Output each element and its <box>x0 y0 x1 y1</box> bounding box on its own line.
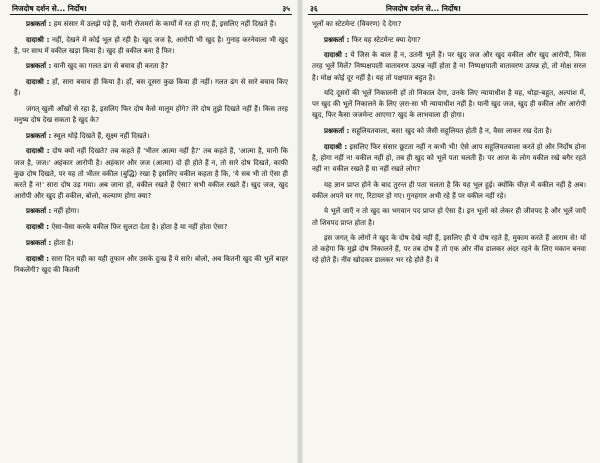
paragraph-text: भूलों का स्टेटमेन्ट (विवरण) दे देगा? <box>312 20 402 28</box>
paragraph-text: ऐसा-वैसा करके वकील फिर सुलटा देता है। होता है या नहीं होता ऐसा? <box>51 223 228 232</box>
paragraph <box>312 206 586 228</box>
paragraph <box>312 19 586 30</box>
speaker-label: प्रश्नकर्ता : <box>324 35 350 44</box>
paragraph-text: फिर वह स्टेटमेन्ट क्या देगा? <box>351 35 421 44</box>
paragraph <box>312 35 586 46</box>
speaker-label: दादाश्री : <box>26 35 50 44</box>
paragraph-text: यानी खुद का गलत ढंग से बचाव ही करता है? <box>53 62 169 71</box>
paragraph <box>14 77 288 99</box>
paragraph <box>14 19 288 30</box>
paragraph-text: जगत् खुली आँखों से रहा है, इसलिए फिर दोष कैसे मालूम होंगे? तेरे दोष तुझे दिखते नहीं हैं। किस तरह मनुष्य दोष देख सकता है खुद के? <box>14 104 288 125</box>
paragraph <box>14 146 288 201</box>
paragraph-text: नहीं, देखने में कोई भूल हो रही है। खुद जज है, आरोपी भी खुद है। गुनाह करनेवाला भी खुद है, पर साथ में वकील खड़ा किया है। खुद ही वकील बना है फिर। <box>14 35 288 55</box>
speaker-label: प्रश्नकर्ता : <box>324 127 350 136</box>
paragraph-text: यदि दूसरों की भूलें निकालनी हों तो निकाल देगा, उनके लिए न्यायाधीश है यह, थोड़ा-बहुत, अल्पांश में, पर खुद की भूलें निकालने के लिए ज़रा-सा भी न्यायाधीश नहीं है। यानी खुद जज, खुद ही वकील और आरोपी खुद, फिर कैसा जजमेन्ट आएगा? खुद के लाभवाला ही होगा। <box>312 89 586 120</box>
speaker-label: दादाश्री : <box>26 223 50 232</box>
paragraph-text: हाँ, सारा बचाव ही किया है। हाँ, बस दूसरा कुछ किया ही नहीं। गलत ढंग से सारे बचाव किए हैं। <box>14 78 288 98</box>
speaker-label: दादाश्री : <box>324 51 348 60</box>
paragraph <box>14 222 288 233</box>
paragraph <box>312 233 586 266</box>
speaker-label: दादाश्री : <box>26 147 50 156</box>
left-header-rule <box>10 14 292 15</box>
speaker-label: प्रश्नकर्ता : <box>26 20 52 28</box>
speaker-label: दादाश्री : <box>324 142 348 151</box>
paragraph-text: यह ज्ञान प्राप्त होने के बाद तुरन्त ही पता चलता है कि यह भूल हुई। क्योंकि चीज़ में वकील नहीं है अब। वकील अपने घर गए, रिटायर हो गए। गुनहगार अभी रहे हैं पर वकील नहीं रहे। <box>312 180 586 200</box>
paragraph-text: इसलिए फिर संसार छूटता नहीं न कभी भी! ऐसे आप सहूलियतवाला करते हो और निर्दोष होना है, होगा नहीं न! वकील नहीं हो, तब ही खुद को भूलें पता चलती हैं। पर आज के लोग वकील रखे बगैर रहते नहीं न! वकील रखते हैं या नहीं रखते लोग? <box>312 142 586 173</box>
paragraph-text: दोष क्यों नहीं दिखते? तब कहते हैं 'भीतर आत्मा नहीं है?' तब कहते हैं, 'आत्मा है, यानी कि जज है, जज।' अहंकार आरोपी है। अहंकार और जज (आत्मा) दो ही होते हैं न, तो सारे दोष दिखते, काफी कुछ दोष दिखते, पर यह तो भीतर वकील (बुद्धि) रखा है इसलिए वकील कहता है कि, 'ये सब भी तो ऐसा ही करते हैं न!' सारा दोष उड़ गया। अब जाना हो, वकील रखते हैं ऐसा? सभी वकील रखते हैं। खुद जज, खुद आरोपी और खुद ही वकील, बोलो, कल्याण होगा क्या? <box>14 147 288 200</box>
paragraph <box>312 180 586 202</box>
speaker-label: प्रश्नकर्ता : <box>26 62 52 71</box>
paragraph <box>14 61 288 72</box>
speaker-label: प्रश्नकर्ता : <box>26 207 52 216</box>
paragraph-text: नहीं होगा। <box>53 207 80 216</box>
paragraph-text: सारा दिन यही का यही तूफान और उसके दुःख हैं ये सारे। बोलो, अब कितनी खुद की भूलें बाहर निकलेंगी? खुद की कितनी <box>14 254 288 274</box>
paragraph <box>14 35 288 57</box>
paragraph-text: स्थूल थोड़े दिखते हैं, सूक्ष्म नहीं दिखते। <box>53 131 150 140</box>
left-page-header-title: निजदोष दर्शन से... निर्दोष! <box>12 4 88 13</box>
left-page-body <box>14 19 288 276</box>
paragraph-text: हम संसार में उलझे पड़े हैं, यानी रोजमर्रा के कार्यों में रत हो गए हैं, इसलिए नहीं दिखते हैं। <box>53 20 277 28</box>
paragraph <box>312 88 586 121</box>
paragraph <box>312 142 586 175</box>
right-page-number: ३६ <box>310 4 318 13</box>
right-page <box>300 0 600 463</box>
paragraph <box>14 206 288 217</box>
paragraph-text: सहूलियतवाला, बस! खुद को जैसी सहूलियत होती है न, वैसा लाकर रख देता है। <box>351 127 552 136</box>
paragraph <box>312 126 586 137</box>
speaker-label: दादाश्री : <box>26 78 50 87</box>
speaker-label: प्रश्नकर्ता : <box>26 238 52 247</box>
paragraph <box>14 104 288 126</box>
right-page-body <box>312 19 586 267</box>
paragraph <box>312 50 586 83</box>
paragraph <box>14 254 288 276</box>
right-header-rule <box>308 14 588 15</box>
paragraph-text: इस जगत् के लोगों ने खुद के दोष देखे नहीं हैं, इसलिए ही ये दोष रहते हैं, मुकाम करते हैं आराम से! यों तो कहेगा कि मुझे दोष निकालने हैं, पर तब दोष हैं तो एक ओर नींव डालकर अंदर रहने के लिए मकान बनवा रहे होते हैं। नींव खोदकर डालकर भर रहे होते हैं। वे <box>312 234 586 265</box>
paragraph-text: होता है। <box>53 238 74 247</box>
speaker-label: प्रश्नकर्ता : <box>26 131 52 140</box>
paragraph-text: ये भूलें जाएँ न तो खुद का भगवान पद प्राप्त हो ऐसा है। इन भूलों को लेकर ही जीवपद है और भूलें जाएँ तो शिवपद प्राप्त होता है। <box>312 207 586 227</box>
right-page-header-title: निजदोष दर्शन से... निर्दोष! <box>386 4 462 13</box>
left-page-number: ३५ <box>282 4 290 13</box>
paragraph <box>14 131 288 142</box>
paragraph <box>14 238 288 249</box>
speaker-label: दादाश्री : <box>26 254 50 263</box>
paragraph-text: ये जिस के बाल हैं न, उतनी भूलें हैं। पर खुद जज और खुद वकील और खुद आरोपी, किस तरह भूलें मिलें? निष्पक्षपाती वातावरण उत्पन्न नहीं होता है न! निष्पक्षपाती वातावरण उत्पन्न हो, तो मोक्ष सरल है। मोक्ष कोई दूर नहीं है। यह तो पक्षपात बहुत है। <box>312 51 586 82</box>
